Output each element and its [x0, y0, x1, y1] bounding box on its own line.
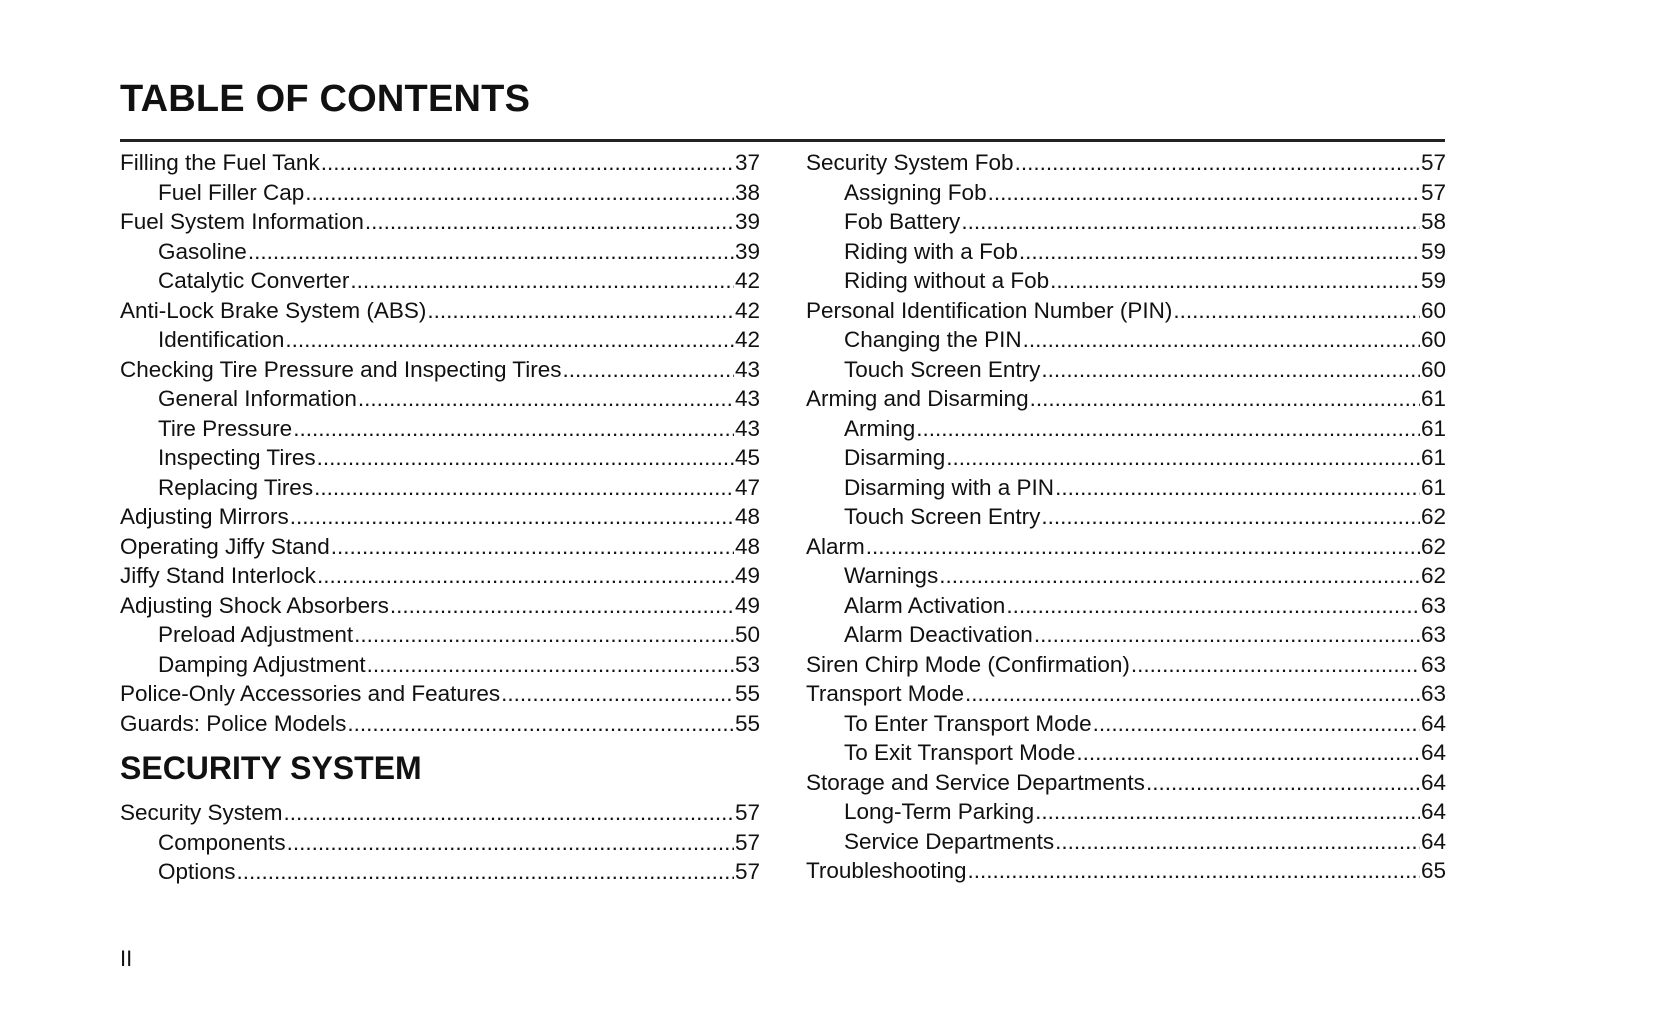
toc-entry[interactable]	[120, 679, 760, 709]
dot-leader	[939, 561, 1420, 591]
dot-leader	[1093, 709, 1420, 739]
toc-entry[interactable]	[120, 650, 760, 680]
toc-entry-label: Changing the PIN	[844, 327, 1022, 352]
toc-entry-page-number: 39	[734, 209, 760, 234]
toc-entry-page-number: 45	[734, 445, 760, 470]
toc-entry-page-number: 60	[1420, 297, 1446, 323]
toc-entry[interactable]	[806, 679, 1446, 709]
dot-leader	[331, 532, 734, 562]
toc-entry-page-number: 50	[734, 622, 760, 647]
dot-leader	[968, 856, 1420, 886]
toc-entry[interactable]	[806, 178, 1446, 208]
toc-entry-label: To Enter Transport Mode	[844, 710, 1092, 736]
toc-entry-page-number: 53	[734, 651, 760, 677]
toc-entry[interactable]	[806, 709, 1446, 739]
dot-leader	[916, 414, 1420, 444]
toc-entry-label: Riding with a Fob	[844, 238, 1018, 264]
toc-entry-label: Inspecting Tires	[158, 445, 316, 470]
dot-leader	[350, 266, 734, 296]
toc-entry[interactable]	[806, 266, 1446, 296]
toc-entry-page-number: 62	[1420, 563, 1446, 588]
toc-entry[interactable]	[806, 414, 1446, 444]
dot-leader	[248, 237, 734, 267]
toc-entry[interactable]	[806, 502, 1446, 532]
toc-entry-page-number: 61	[1420, 445, 1446, 470]
toc-entry[interactable]	[806, 768, 1446, 798]
toc-entry-label: Fuel System Information	[120, 209, 364, 234]
toc-entry-page-number: 64	[1420, 710, 1446, 736]
dot-leader	[390, 591, 734, 621]
toc-entry-page-number: 63	[1420, 622, 1446, 647]
toc-entry-label: Security System Fob	[806, 150, 1014, 175]
dot-leader	[314, 473, 734, 503]
toc-entry-page-number: 47	[734, 474, 760, 500]
dot-leader	[1006, 591, 1420, 621]
toc-entry-label: Arming	[844, 415, 916, 441]
toc-entry-page-number: 48	[734, 533, 760, 559]
toc-entry-label: Touch Screen Entry	[844, 504, 1041, 529]
toc-entry-label: Disarming with a PIN	[844, 474, 1055, 500]
toc-entry-label: Police-Only Accessories and Features	[120, 681, 501, 706]
toc-entry-label: Fuel Filler Cap	[158, 179, 305, 205]
toc-entry-page-number: 42	[734, 297, 760, 323]
toc-entry[interactable]	[806, 620, 1446, 650]
dot-leader	[1041, 502, 1420, 532]
toc-entry-label: Catalytic Converter	[158, 268, 350, 293]
toc-entry-page-number: 39	[734, 238, 760, 264]
toc-entry[interactable]	[806, 827, 1446, 857]
dot-leader	[365, 207, 734, 237]
toc-entry[interactable]	[806, 532, 1446, 562]
toc-entry-label: Adjusting Mirrors	[120, 504, 289, 529]
dot-leader	[965, 679, 1420, 709]
dot-leader	[287, 828, 734, 858]
dot-leader	[1055, 827, 1420, 857]
toc-entry-label: Replacing Tires	[158, 474, 314, 500]
toc-entry[interactable]	[120, 296, 760, 326]
title-rule	[120, 139, 1445, 142]
toc-entry[interactable]	[806, 207, 1446, 237]
toc-entry-label: Jiffy Stand Interlock	[120, 563, 316, 588]
toc-list-security-system	[120, 798, 760, 887]
toc-entry[interactable]	[120, 857, 760, 887]
dot-leader	[293, 414, 734, 444]
toc-entry-page-number: 62	[1420, 504, 1446, 529]
toc-entry-page-number: 64	[1420, 828, 1446, 854]
toc-entry-page-number: 64	[1420, 769, 1446, 795]
dot-leader	[501, 679, 734, 709]
toc-entry-label: To Exit Transport Mode	[844, 740, 1076, 765]
toc-entry-label: Operating Jiffy Stand	[120, 533, 330, 559]
toc-entry[interactable]	[120, 709, 760, 739]
toc-left-column	[120, 148, 760, 887]
toc-entry-label: Anti-Lock Brake System (ABS)	[120, 297, 427, 323]
toc-entry[interactable]	[120, 532, 760, 562]
toc-entry[interactable]	[120, 178, 760, 208]
dot-leader	[961, 207, 1420, 237]
toc-entry[interactable]	[120, 443, 760, 473]
toc-entry-label: Gasoline	[158, 238, 247, 264]
toc-entry-label: Warnings	[844, 563, 939, 588]
toc-entry[interactable]	[120, 325, 760, 355]
toc-entry[interactable]	[120, 207, 760, 237]
toc-entry[interactable]	[806, 148, 1446, 178]
toc-entry[interactable]	[806, 591, 1446, 621]
toc-entry[interactable]	[806, 355, 1446, 385]
toc-entry[interactable]	[120, 355, 760, 385]
toc-entry-label: Disarming	[844, 445, 946, 470]
toc-entry-page-number: 42	[734, 327, 760, 352]
toc-entry[interactable]	[806, 738, 1446, 768]
toc-entry[interactable]	[806, 237, 1446, 267]
dot-leader	[1050, 266, 1420, 296]
toc-entry-label: Tire Pressure	[158, 415, 293, 441]
dot-leader	[284, 798, 734, 828]
toc-entry-label: General Information	[158, 386, 357, 411]
toc-entry[interactable]	[120, 502, 760, 532]
dot-leader	[1131, 650, 1420, 680]
toc-entry-page-number: 57	[734, 829, 760, 855]
toc-entry-page-number: 49	[734, 563, 760, 588]
toc-entry-page-number: 61	[1420, 415, 1446, 441]
dot-leader	[1034, 620, 1420, 650]
toc-entry-page-number: 57	[1420, 179, 1446, 205]
toc-entry-label: Adjusting Shock Absorbers	[120, 592, 389, 618]
dot-leader	[1030, 384, 1420, 414]
dot-leader	[317, 443, 734, 473]
dot-leader	[1041, 355, 1420, 385]
toc-entry[interactable]	[806, 797, 1446, 827]
toc-entry-label: Components	[158, 829, 286, 855]
toc-entry[interactable]	[120, 266, 760, 296]
toc-entry-page-number: 65	[1420, 858, 1446, 883]
section-heading-security-system: SECURITY SYSTEM	[120, 750, 422, 786]
dot-leader	[1015, 148, 1420, 178]
toc-entry-label: Security System	[120, 800, 283, 825]
toc-entry[interactable]	[806, 325, 1446, 355]
toc-entry-label: Alarm Deactivation	[844, 622, 1033, 647]
toc-entry-page-number: 37	[734, 150, 760, 175]
toc-entry-page-number: 62	[1420, 533, 1446, 559]
toc-entry-page-number: 55	[734, 681, 760, 706]
toc-entry-page-number: 43	[734, 356, 760, 382]
toc-entry-label: Siren Chirp Mode (Confirmation)	[806, 651, 1130, 677]
toc-entry-page-number: 42	[734, 268, 760, 293]
toc-entry-page-number: 49	[734, 592, 760, 618]
toc-entry-label: Fob Battery	[844, 209, 961, 234]
toc-list-right	[806, 148, 1446, 886]
toc-entry[interactable]	[806, 384, 1446, 414]
dot-leader	[1146, 768, 1420, 798]
toc-entry-page-number: 63	[1420, 681, 1446, 706]
toc-entry-page-number: 55	[734, 710, 760, 736]
toc-entry-page-number: 57	[1420, 150, 1446, 175]
toc-entry-label: Preload Adjustment	[158, 622, 354, 647]
dot-leader	[367, 650, 734, 680]
toc-entry-label: Checking Tire Pressure and Inspecting Tires	[120, 356, 562, 382]
dot-leader	[347, 709, 734, 739]
toc-entry-page-number: 64	[1420, 799, 1446, 824]
dot-leader	[866, 532, 1420, 562]
toc-entry-page-number: 59	[1420, 238, 1446, 264]
dot-leader	[1023, 325, 1420, 355]
toc-entry[interactable]	[120, 561, 760, 591]
toc-right-column	[806, 148, 1446, 886]
toc-entry[interactable]	[806, 561, 1446, 591]
dot-leader	[305, 178, 734, 208]
dot-leader	[1173, 296, 1420, 326]
toc-entry-label: Service Departments	[844, 828, 1055, 854]
dot-leader	[1019, 237, 1420, 267]
toc-entry-label: Long-Term Parking	[844, 799, 1035, 824]
toc-entry-page-number: 43	[734, 415, 760, 441]
toc-entry-page-number: 64	[1420, 740, 1446, 765]
footer-page-number: II	[120, 946, 133, 971]
toc-entry-label: Options	[158, 859, 236, 884]
toc-entry-label: Riding without a Fob	[844, 268, 1050, 293]
toc-entry-label: Assigning Fob	[844, 179, 987, 205]
toc-entry[interactable]	[806, 296, 1446, 326]
toc-entry-label: Identification	[158, 327, 285, 352]
dot-leader	[354, 620, 734, 650]
toc-entry-page-number: 57	[734, 800, 760, 825]
toc-entry-label: Guards: Police Models	[120, 710, 347, 736]
toc-entry[interactable]	[806, 473, 1446, 503]
toc-entry-label: Personal Identification Number (PIN)	[806, 297, 1173, 323]
toc-entry-page-number: 60	[1420, 356, 1446, 382]
toc-entry-page-number: 59	[1420, 268, 1446, 293]
toc-entry-page-number: 57	[734, 859, 760, 884]
toc-entry-label: Damping Adjustment	[158, 651, 366, 677]
dot-leader	[1055, 473, 1420, 503]
toc-entry-label: Transport Mode	[806, 681, 964, 706]
dot-leader	[358, 384, 734, 414]
toc-entry[interactable]	[120, 148, 760, 178]
toc-entry[interactable]	[120, 798, 760, 828]
toc-entry-page-number: 63	[1420, 651, 1446, 677]
toc-entry-label: Troubleshooting	[806, 858, 967, 883]
toc-entry[interactable]	[806, 443, 1446, 473]
dot-leader	[988, 178, 1420, 208]
toc-entry[interactable]	[806, 856, 1446, 886]
toc-entry-label: Filling the Fuel Tank	[120, 150, 320, 175]
toc-entry[interactable]	[120, 237, 760, 267]
toc-entry[interactable]	[120, 473, 760, 503]
dot-leader	[1035, 797, 1420, 827]
toc-entry-page-number: 48	[734, 504, 760, 529]
toc-entry[interactable]	[120, 620, 760, 650]
dot-leader	[317, 561, 734, 591]
toc-entry-label: Storage and Service Departments	[806, 769, 1145, 795]
toc-entry[interactable]	[120, 828, 760, 858]
toc-entry-page-number: 38	[734, 179, 760, 205]
dot-leader	[562, 355, 734, 385]
toc-list-left	[120, 148, 760, 738]
dot-leader	[321, 148, 734, 178]
page-title: TABLE OF CONTENTS	[120, 78, 531, 120]
toc-entry-page-number: 58	[1420, 209, 1446, 234]
toc-entry-page-number: 43	[734, 386, 760, 411]
toc-entry-page-number: 61	[1420, 474, 1446, 500]
toc-entry-label: Alarm	[806, 533, 865, 559]
dot-leader	[285, 325, 734, 355]
toc-entry-page-number: 63	[1420, 592, 1446, 618]
dot-leader	[1076, 738, 1420, 768]
toc-entry[interactable]	[120, 591, 760, 621]
toc-entry-page-number: 60	[1420, 327, 1446, 352]
dot-leader	[946, 443, 1420, 473]
dot-leader	[290, 502, 734, 532]
dot-leader	[427, 296, 734, 326]
toc-entry-label: Arming and Disarming	[806, 386, 1029, 411]
toc-entry[interactable]	[120, 384, 760, 414]
dot-leader	[237, 857, 734, 887]
toc-entry[interactable]	[806, 650, 1446, 680]
toc-entry-label: Touch Screen Entry	[844, 356, 1041, 382]
toc-entry[interactable]	[120, 414, 760, 444]
toc-entry-label: Alarm Activation	[844, 592, 1006, 618]
toc-entry-page-number: 61	[1420, 386, 1446, 411]
